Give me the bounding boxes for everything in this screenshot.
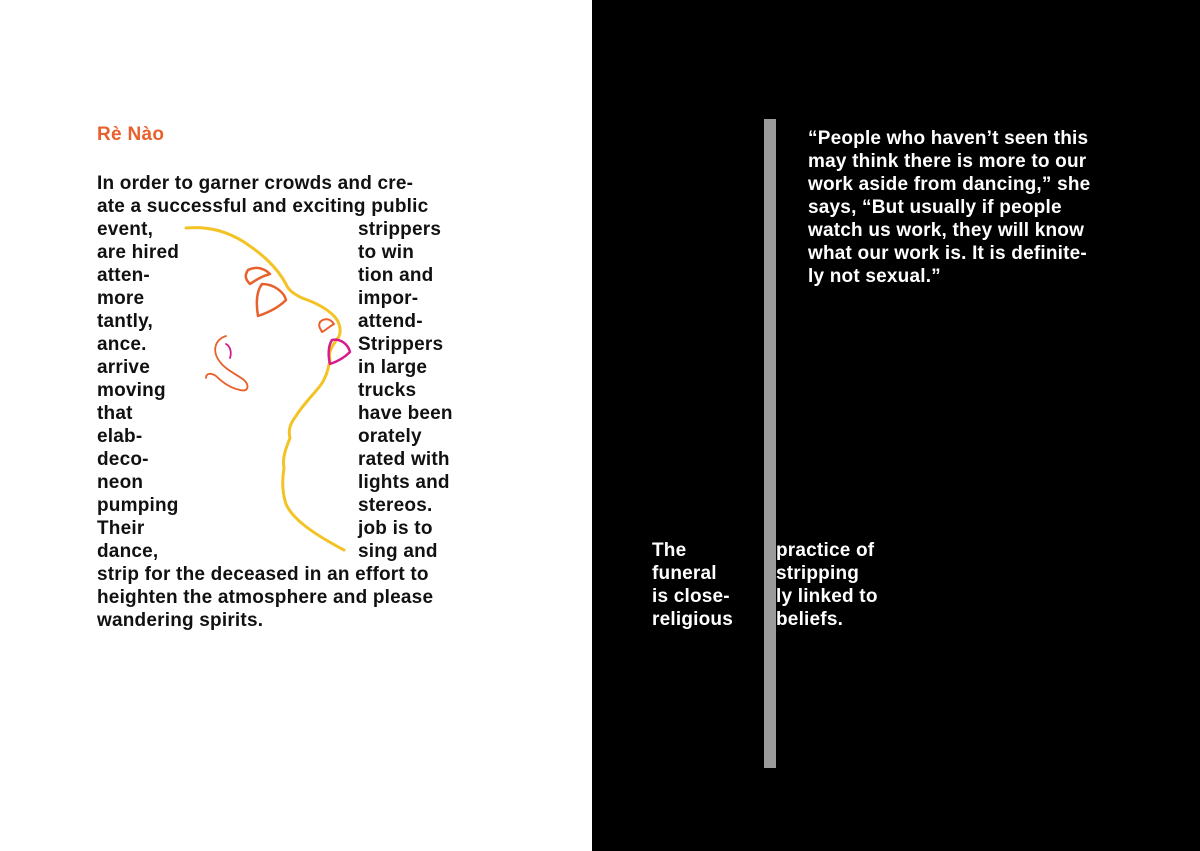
body-left-line: arrive [97, 357, 150, 378]
pullquote-left-line: is close- [652, 586, 730, 607]
lips-second-outline [319, 319, 334, 332]
body-left-line: moving [97, 380, 166, 401]
body-left-line: tantly, [97, 311, 153, 332]
quote-line: “People who haven’t seen this [808, 128, 1089, 149]
pullquote-left-line: religious [652, 609, 733, 630]
body-line: wandering spirits. [97, 610, 264, 631]
quote-line: watch us work, they will know [808, 220, 1085, 241]
pullquote-right-line: practice of [776, 540, 875, 561]
body-left-line: ance. [97, 334, 147, 355]
body-left-line: Their [97, 518, 145, 539]
quote-line: work aside from dancing,” she [808, 174, 1091, 195]
lips-accent-outline [329, 340, 350, 364]
body-right-line: attend- [358, 311, 423, 332]
body-right-line: tion and [358, 265, 434, 286]
body-right-line: stereos. [358, 495, 433, 516]
quote-line: may think there is more to our [808, 151, 1087, 172]
body-line: strip for the deceased in an effort to [97, 564, 429, 585]
body-line: In order to garner crowds and cre- [97, 173, 414, 194]
quote-line: ly not sexual.” [808, 266, 941, 287]
body-left-line: atten- [97, 265, 150, 286]
body-left-line: more [97, 288, 145, 309]
body-left-line: pumping [97, 495, 179, 516]
body-right-line: to win [358, 242, 415, 263]
vertical-divider [764, 119, 776, 768]
body-right-line: trucks [358, 380, 417, 401]
body-right-line: lights and [358, 472, 450, 493]
body-right-line: rated with [358, 449, 450, 470]
ear-accent-outline [226, 344, 231, 358]
face-profile-illustration [0, 0, 592, 851]
body-right-line: Strippers [358, 334, 444, 355]
body-left-line: neon [97, 472, 144, 493]
body-right-line: job is to [358, 518, 433, 539]
body-left-line: elab- [97, 426, 143, 447]
body-right-line: orately [358, 426, 422, 447]
body-right-line: in large [358, 357, 428, 378]
body-left-line: deco- [97, 449, 149, 470]
body-line: heighten the atmosphere and please [97, 587, 434, 608]
body-right-line: impor- [358, 288, 419, 309]
pullquote-left-line: The [652, 540, 687, 561]
quote-line: says, “But usually if people [808, 197, 1062, 218]
body-right-line: strippers [358, 219, 442, 240]
body-left-line: are hired [97, 242, 180, 263]
body-left-line: dance, [97, 541, 159, 562]
body-right-line: sing and [358, 541, 438, 562]
lips-upper-outline [246, 268, 270, 284]
lips-lower-outline [257, 284, 286, 316]
pullquote-left-line: funeral [652, 563, 717, 584]
article-title: Rè Nào [97, 124, 165, 145]
body-left-line: event, [97, 219, 154, 240]
quote-line: what our work is. It is definite- [808, 243, 1087, 264]
pullquote-right-line: stripping [776, 563, 860, 584]
body-right-line: have been [358, 403, 453, 424]
body-line: ate a successful and exciting public [97, 196, 429, 217]
pullquote-right-line: ly linked to [776, 586, 878, 607]
pullquote-right-line: beliefs. [776, 609, 844, 630]
body-left-line: that [97, 403, 133, 424]
